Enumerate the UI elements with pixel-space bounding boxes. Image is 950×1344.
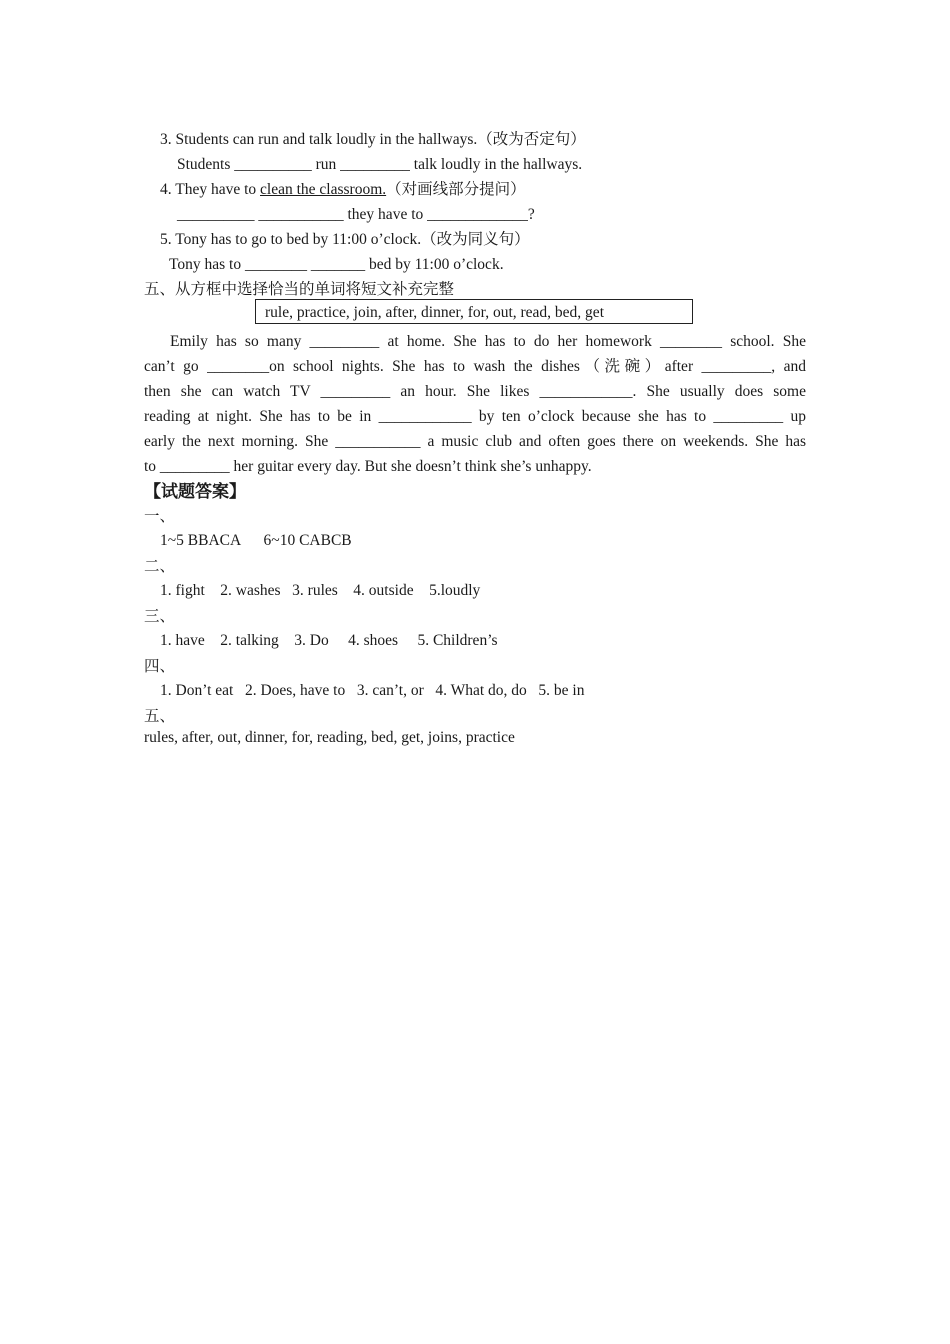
answers-s1-label: 一、 (144, 508, 176, 525)
passage (144, 332, 806, 482)
exercise-q4 (160, 180, 526, 200)
passage-line: reading at night. She has to be in ____________ by ten o’clock because she has to _________ up (144, 408, 806, 425)
answers-s1-text: 1~5 BBACA 6~10 CABCB (160, 532, 352, 549)
answers-s2-text: 1. fight 2. washes 3. rules 4. outside 5.loudly (160, 582, 481, 599)
exercise-q3-blank: Students __________ run _________ talk loudly in the hallways. (177, 156, 583, 173)
answers-s3-text: 1. have 2. talking 3. Do 4. shoes 5. Children’s (160, 632, 498, 649)
passage-line: Emily has so many _________ at home. She has to do her homework ________ school. She (170, 333, 806, 350)
exercise-q4-prefix: 4. They have to (160, 181, 261, 198)
passage-line: to _________ her guitar every day. But she doesn’t think she’s unhappy. (144, 458, 592, 475)
answers-s2-label: 二、 (144, 558, 176, 575)
word-box (255, 299, 693, 324)
answers-title: 【试题答案】 (144, 482, 246, 502)
exercise-q5: 5. Tony has to go to bed by 11:00 o’clock.（改为同义句） (160, 231, 530, 248)
exercise-q3: 3. Students can run and talk loudly in the hallways.（改为否定句） (160, 131, 586, 148)
answers-s3-label: 三、 (144, 608, 176, 625)
answers-s4-label: 四、 (144, 658, 176, 675)
answers-s4-text: 1. Don’t eat 2. Does, have to 3. can’t, or 4. What do, do 5. be in (160, 682, 585, 699)
passage-line: early the next morning. She ___________ a music club and often goes there on weekends. She has (144, 433, 806, 450)
exercise-q4-blank: __________ ___________ they have to _____________? (177, 206, 535, 223)
exercise-q4-underlined: clean the classroom. (260, 181, 387, 198)
word-box-text: rule, practice, join, after, dinner, for, out, read, bed, get (265, 304, 604, 321)
passage-line: can’t go ________on school nights. She has to wash the dishes（洗碗）after _________, and (144, 358, 806, 375)
exercise-q4-suffix: （对画线部分提问） (386, 181, 526, 198)
passage-line: then she can watch TV _________ an hour. She likes ____________. She usually does some (144, 383, 806, 400)
answers-s5-label: 五、 (144, 708, 176, 725)
section5-heading: 五、从方框中选择恰当的单词将短文补充完整 (144, 281, 455, 298)
answers-s5-text: rules, after, out, dinner, for, reading, bed, get, joins, practice (144, 729, 515, 746)
exercise-q5-blank: Tony has to ________ _______ bed by 11:00 o’clock. (169, 256, 504, 273)
